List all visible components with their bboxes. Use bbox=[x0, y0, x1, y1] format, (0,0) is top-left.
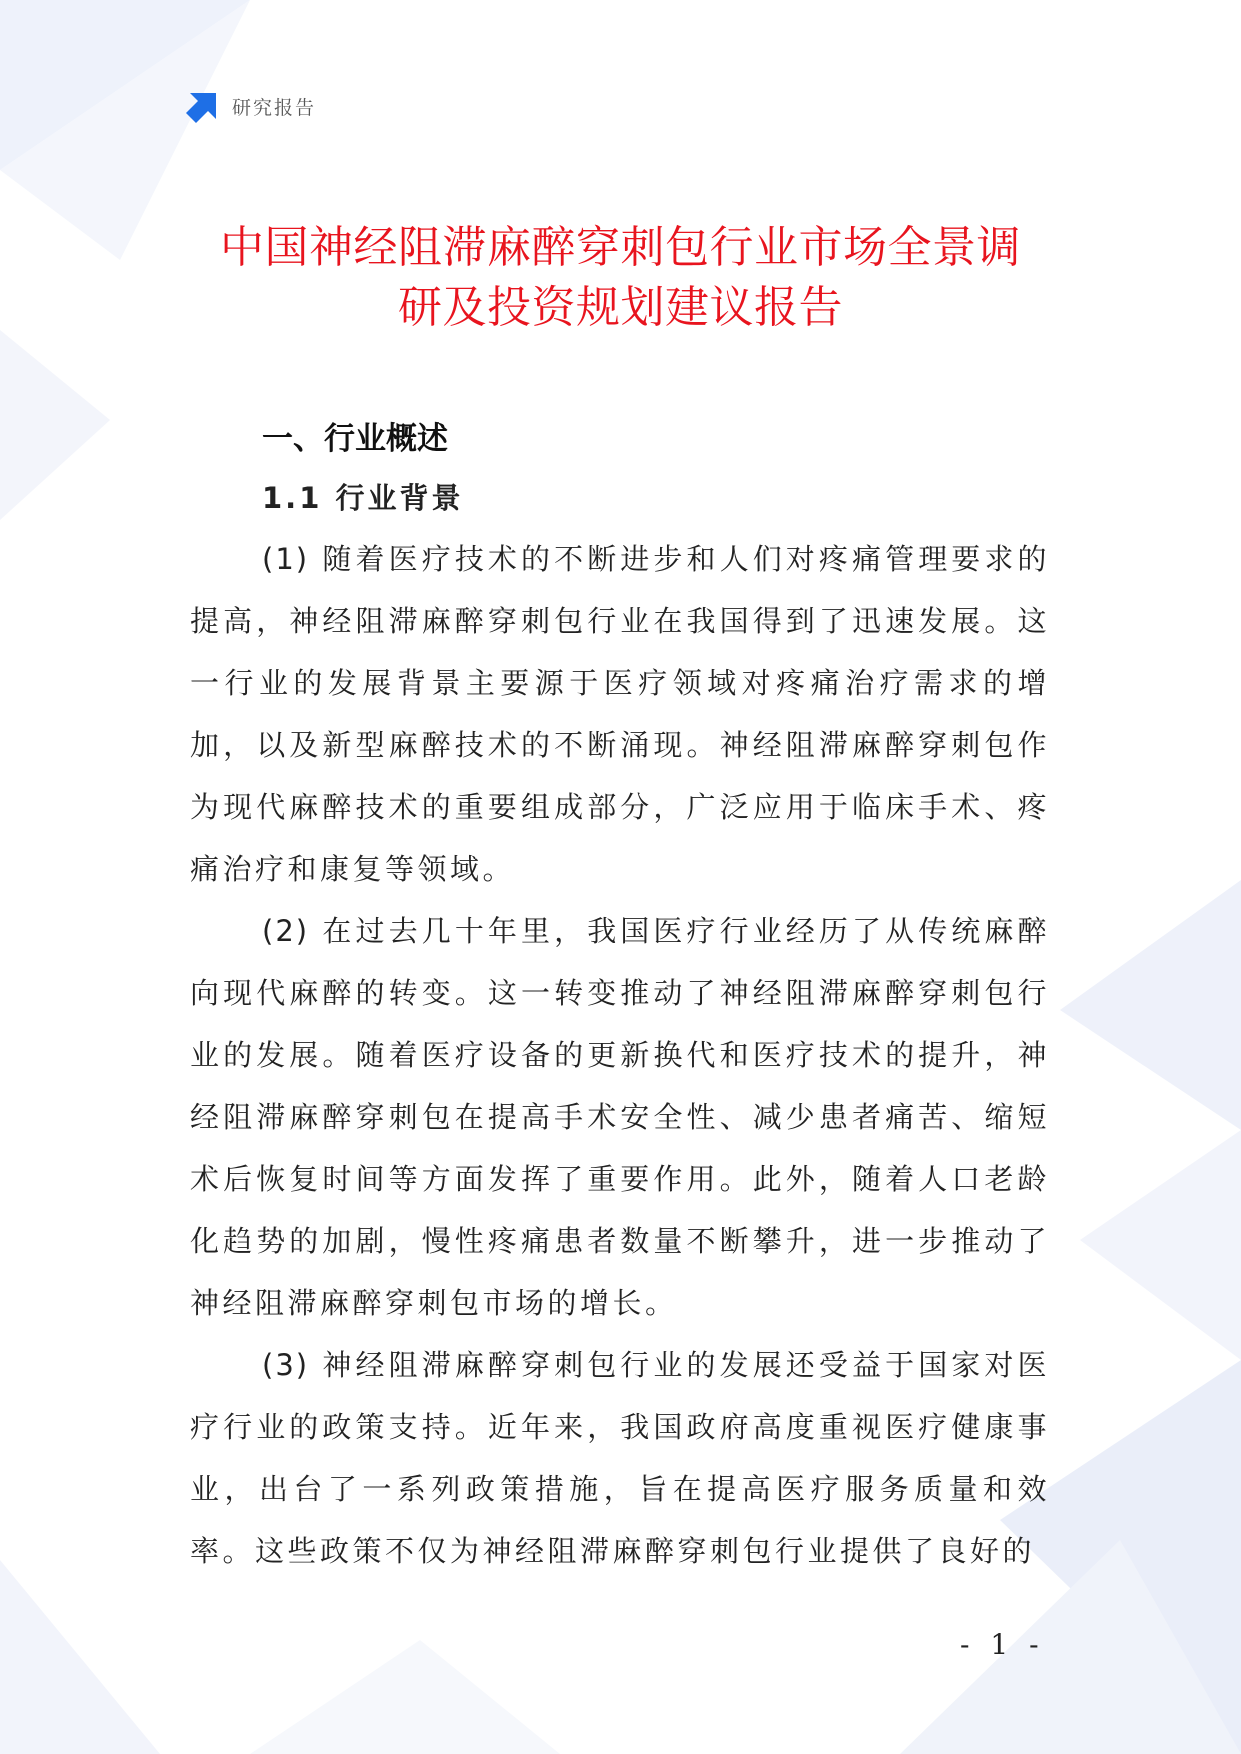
paragraph-2 bbox=[190, 900, 1050, 1334]
header bbox=[186, 88, 316, 124]
paragraph-3-number: (3) bbox=[262, 1348, 310, 1382]
report-title bbox=[150, 218, 1091, 338]
report-title-line-2: 研及投资规划建议报告 bbox=[398, 282, 843, 333]
paragraph-3 bbox=[190, 1334, 1050, 1582]
section-heading: 一、行业概述 bbox=[262, 421, 448, 457]
paragraph-1 bbox=[190, 528, 1050, 900]
header-label: 研究报告 bbox=[232, 96, 317, 119]
report-body bbox=[190, 410, 1050, 1582]
subsection-heading: 1.1 行业背景 bbox=[262, 481, 464, 515]
paragraph-1-text: 随着医疗技术的不断进步和人们对疼痛管理要求的提高，神经阻滞麻醉穿刺包行业在我国得到了迅速发展。这一行业的发展背景主要源于医疗领域对疼痛治疗需求的增加，以及新型麻醉技术的不断涌现。神经阻滞麻醉穿刺包作为现代麻醉技术的重要组成部分，广泛应用于临床手术、疼痛治疗和康复等领域。 bbox=[190, 542, 1050, 886]
paragraph-1-number: (1) bbox=[262, 542, 310, 576]
report-title-line-1: 中国神经阻滞麻醉穿刺包行业市场全景调 bbox=[220, 222, 1021, 273]
paragraph-2-text: 在过去几十年里，我国医疗行业经历了从传统麻醉向现代麻醉的转变。这一转变推动了神经阻滞麻醉穿刺包行业的发展。随着医疗设备的更新换代和医疗技术的提升，神经阻滞麻醉穿刺包在提高手术安全性、减少患者痛苦、缩短术后恢复时间等方面发挥了重要作用。此外，随着人口老龄化趋势的加剧，慢性疼痛患者数量不断攀升，进一步推动了神经阻滞麻醉穿刺包市场的增长。 bbox=[190, 914, 1050, 1320]
paragraph-2-number: (2) bbox=[262, 914, 310, 948]
arrow-up-right-icon bbox=[186, 89, 220, 123]
page-number: - 1 - bbox=[960, 1628, 1045, 1661]
paragraph-3-text: 神经阻滞麻醉穿刺包行业的发展还受益于国家对医疗行业的政策支持。近年来，我国政府高度重视医疗健康事业，出台了一系列政策措施，旨在提高医疗服务质量和效率。这些政策不仅为神经阻滞麻醉穿刺包行业提供了良好的 bbox=[190, 1348, 1050, 1568]
